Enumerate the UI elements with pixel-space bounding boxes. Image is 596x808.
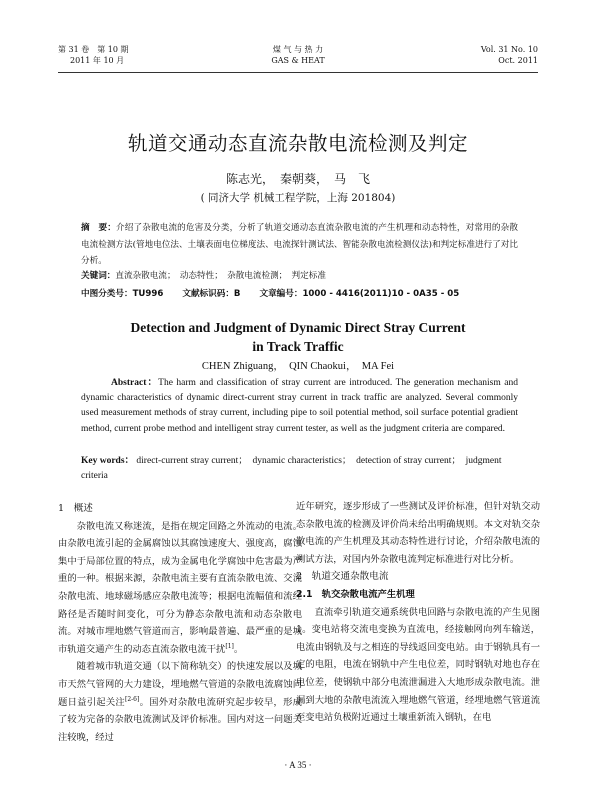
body-column-right: [296, 498, 540, 727]
header-volume-en: [481, 44, 538, 66]
header-vol-en: Vol. 31 No. 10: [480, 45, 538, 54]
section-1-heading: 1 概述: [58, 503, 93, 514]
section-1-paragraph-2-text: 随着城市轨道交通（以下简称轨交）的快速发展以及城市天然气管网的大力建设，埋地燃气管道的杂散电流腐蚀问题日益引起关注: [58, 661, 302, 708]
section-1-paragraph-2: [58, 658, 302, 746]
header-date-cn: 2011 年 10 月: [70, 56, 125, 65]
citation-2-6: [2-6]: [124, 695, 140, 703]
header-journal: [58, 44, 538, 66]
title-en-line1: Detection and Judgment of Dynamic Direct Stray Current: [130, 320, 466, 335]
authors-en: CHEN Zhiguang， QIN Chaokui， MA Fei: [201, 361, 395, 372]
header-vol-cn: 第 31 卷 第 10 期: [58, 45, 129, 54]
body-column-left: [58, 500, 302, 746]
citation-1: [1]: [225, 642, 234, 650]
keywords-cn: [81, 270, 518, 282]
keywords-en-text: direct-current stray current； dynamic characteristics； detection of stray current； judgment criteria: [81, 456, 502, 482]
title-cn: 轨道交通动态直流杂散电流检测及判定: [127, 132, 468, 155]
article-number: 文章编号：1000 - 4416(2011)10 - 0A35 - 05: [259, 289, 460, 299]
document-code: 文献标识码：B: [182, 289, 241, 299]
section-2-heading: 2 轨道交通杂散电流: [296, 571, 389, 583]
title-en-line2: in Track Traffic: [252, 339, 344, 354]
abstract-cn: [81, 220, 518, 270]
abstract-en-text: The harm and classification of stray current are introduced. The generation mechanism and dynamic characteristics of dynamic direct-current stray current in track traffic are analyzed. Several commonly used measurement methods of stray current, including pipe to soil potential method, soil surface potential gradient method, current probe method and intelligent stray current tester, as well as the judgment criteria are compared.: [81, 378, 518, 434]
section-1-paragraph-1-text: 杂散电流又称迷流，是指在规定回路之外流动的电流。由杂散电流引起的金属腐蚀以其腐蚀速度大、强度高，腐蚀集中于局部位置的特点，成为金属电化学腐蚀中危害最为严重的一种。根据来源，杂散电流主要有直流杂散电流、交流杂散电流、地球磁场感应杂散电流等；根据电流幅值和流经路径是否随时间变化，可分为静态杂散电流和动态杂散电流。对城市埋地燃气管道而言，影响最普遍、最严重的是城市轨道交通产生的动态直流杂散电流干扰: [58, 520, 302, 655]
keywords-en-label: Key words：: [81, 456, 135, 466]
header-journal-en: GAS & HEAT: [271, 56, 325, 65]
affiliation-cn: ( 同济大学 机械工程学院，上海 201804): [200, 192, 396, 204]
clc-number: 中图分类号：TU996: [81, 289, 164, 299]
abstract-cn-text: 介绍了杂散电流的危害及分类，分析了轨道交通动态直流杂散电流的产生机理和动态特性，对常用的杂散电流检测方法(管地电位法、土壤表面电位梯度法、电流探针测试法、智能杂散电流检测仪法)和判定标准进行了对比分析。: [81, 223, 518, 266]
keywords-cn-text: 直流杂散电流； 动态特性； 杂散电流检测； 判定标准: [115, 271, 326, 281]
section-1-paragraph-3: 近年研究，逐步形成了一些测试及评价标准，但针对轨交动态杂散电流的检测及评价尚未给出明确规则。本文对轨交杂散电流的产生机理及其动态特性进行讨论，介绍杂散电流的测试方法，对国内外杂散电流判定标准进行对比分析。: [296, 501, 540, 565]
title-en: [60, 318, 536, 356]
section-2-1-heading: 2.1 轨交杂散电流产生机理: [296, 588, 415, 600]
running-header: [58, 44, 538, 74]
abstract-en: [81, 376, 518, 437]
page-number: · A 35 ·: [284, 760, 312, 770]
keywords-en: [81, 454, 518, 484]
section-1-paragraph-1-end: 。: [233, 643, 244, 655]
section-1-paragraph-1: [58, 518, 302, 659]
header-date-en: Oct. 2011: [498, 56, 538, 65]
header-journal-cn: 煤 气 与 热 力: [272, 45, 324, 54]
abstract-cn-label: 摘 要：: [81, 223, 116, 233]
keywords-cn-label: 关键词：: [81, 271, 116, 281]
section-2-1-paragraph-1: 直流牵引轨道交通系统供电回路与杂散电流的产生见图 1。变电站将交流电变换为直流电，经接触网向列车输送，电流由钢轨及与之相连的导线返回变电站。由于钢轨具有一定的电阻，电流在钢轨中产生电位差，同时钢轨对地也存在电位差，使钢轨中部分电流泄漏进入大地形成杂散电流。泄漏到大地的杂散电流流入埋地燃气管道，经埋地燃气管道流至变电站负极附近通过土壤重新流入钢轨，在电: [296, 606, 540, 724]
authors-cn: 陈志光， 秦朝葵， 马 飞: [225, 172, 370, 186]
abstract-en-label: Abstract：: [111, 378, 159, 388]
classification-line: [81, 288, 518, 300]
header-rule: [58, 72, 538, 73]
section-1-paragraph-2-rest: 。国外对杂散电流研究起步较早，形成了较为完备的杂散电流测试及评价标准。国内对这一问题关注较晚，经过: [58, 696, 302, 743]
